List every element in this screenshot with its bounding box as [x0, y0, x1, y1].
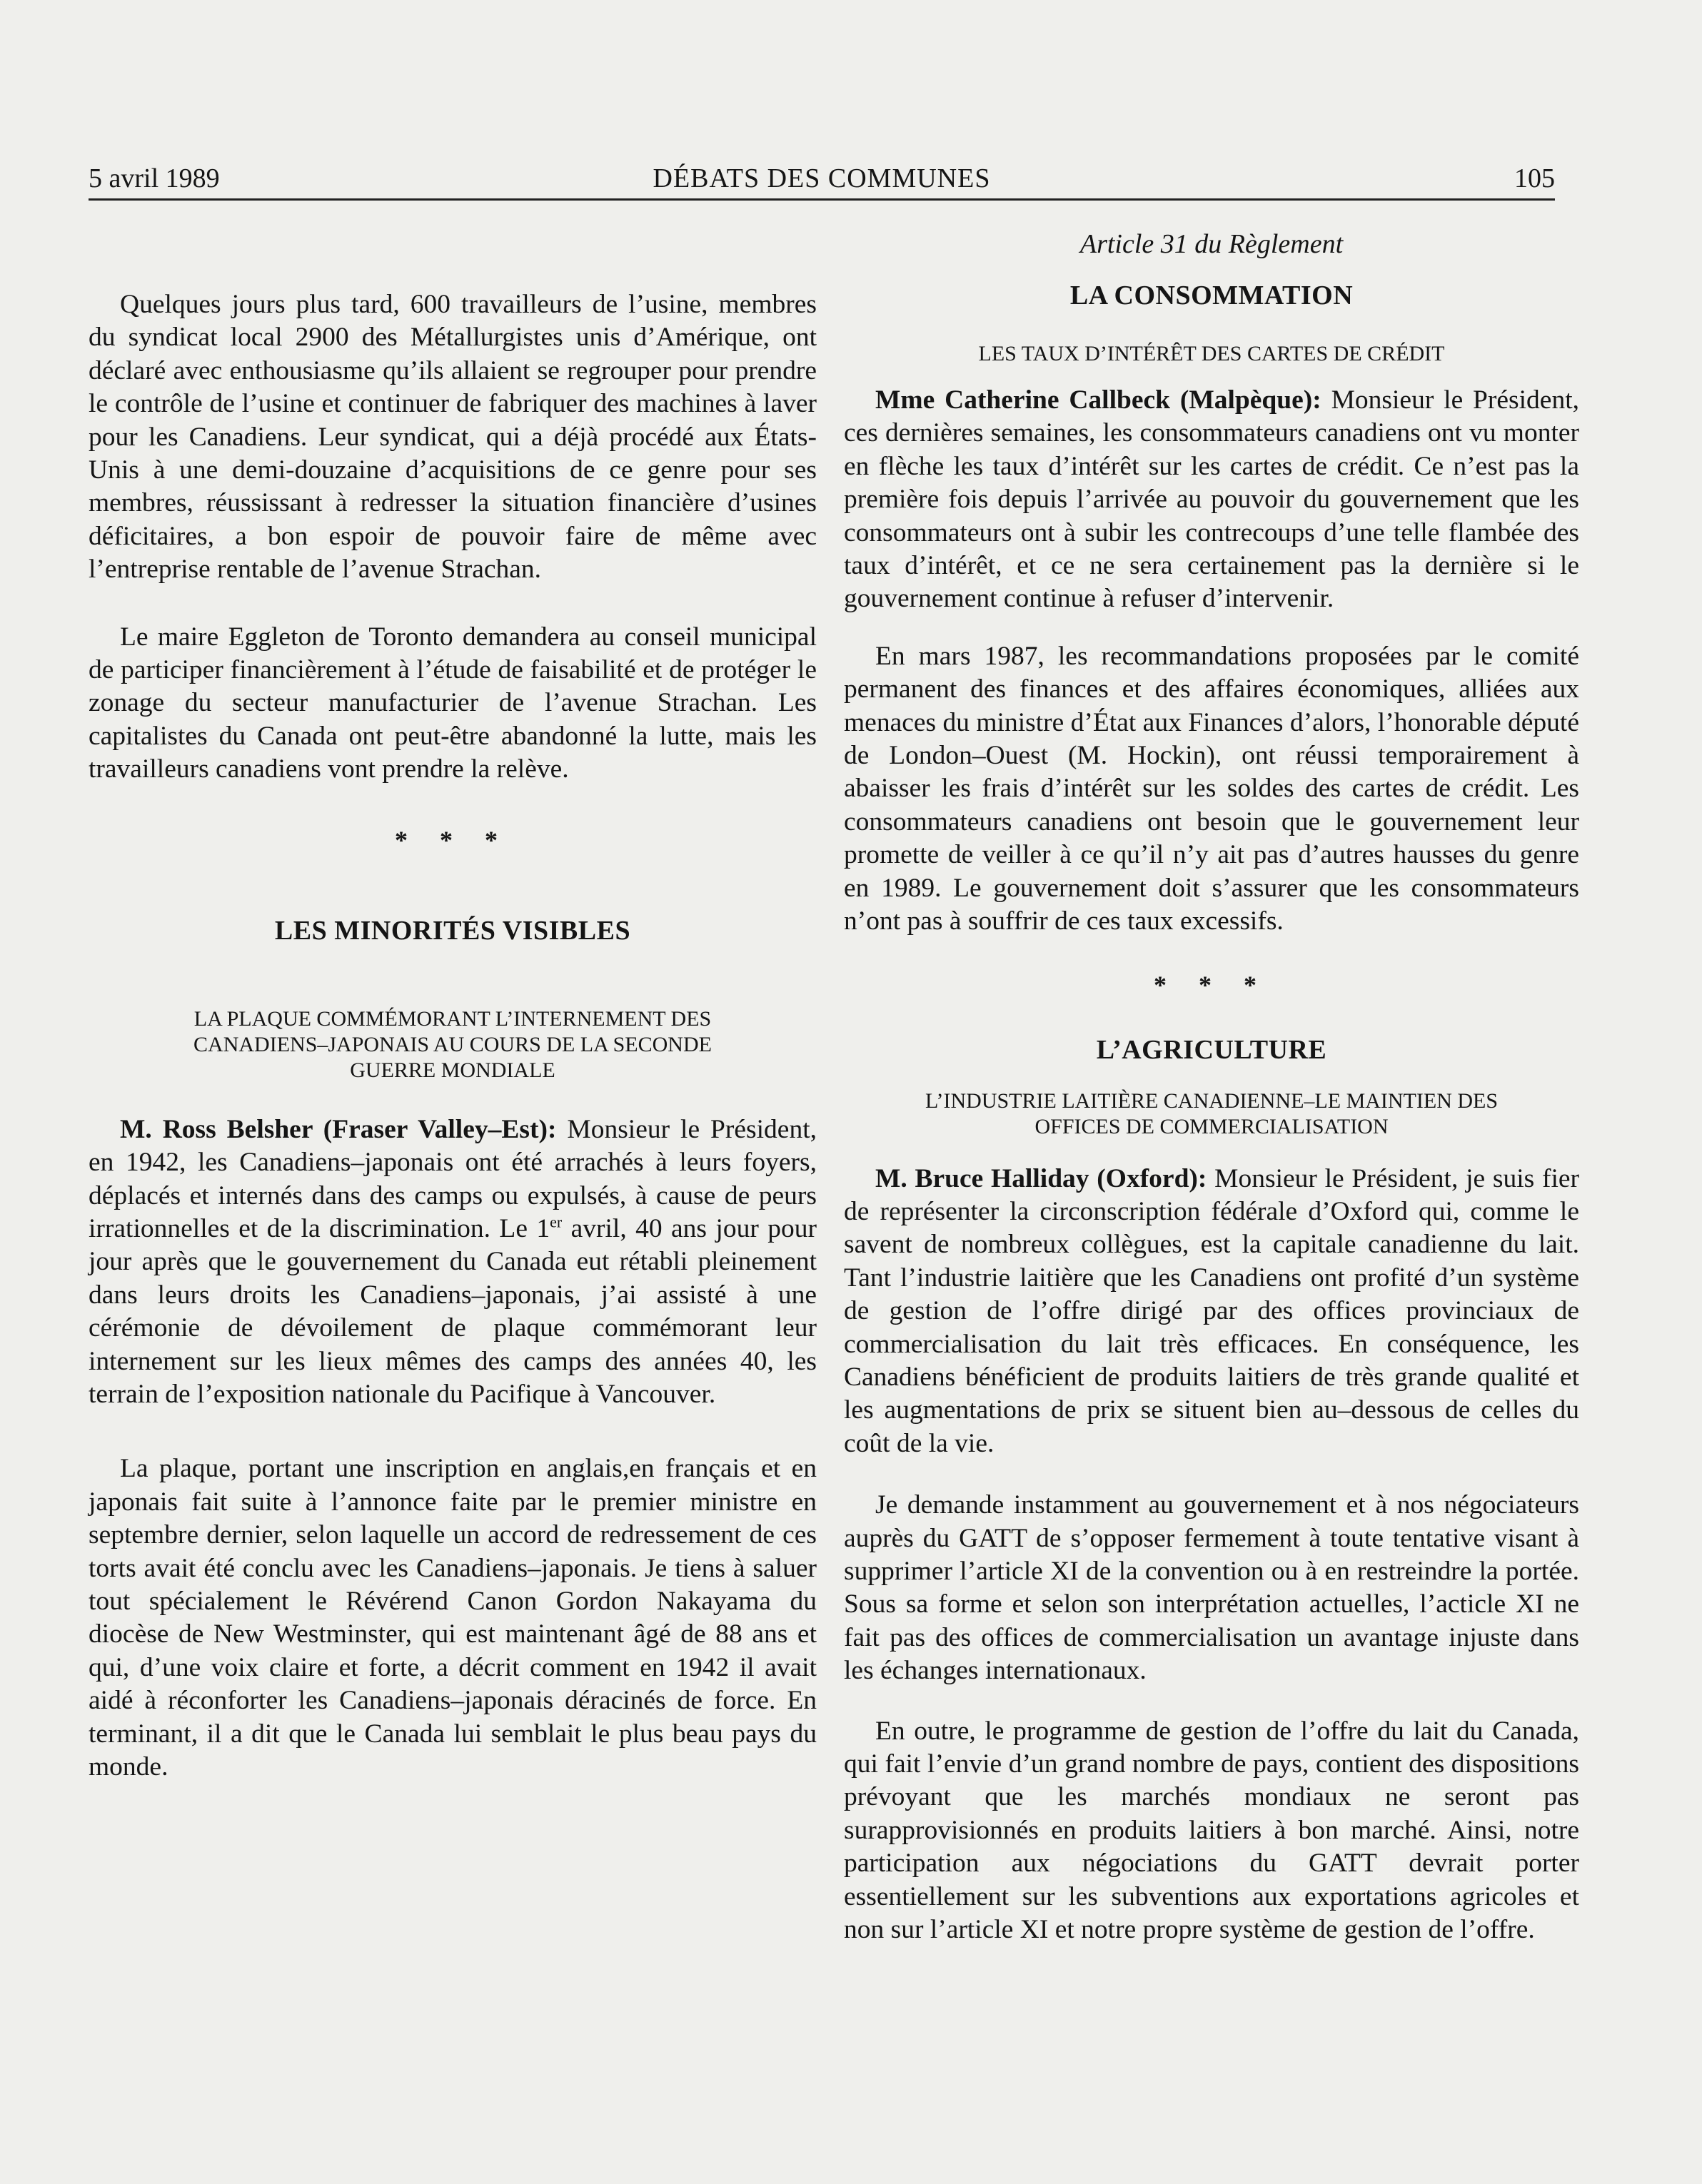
section-subheading — [89, 1006, 817, 1083]
subheading-line: CANADIENS–JAPONAIS AU COURS DE LA SECONDE — [193, 1032, 712, 1056]
subheading-line: LA PLAQUE COMMÉMORANT L’INTERNEMENT DES — [193, 1006, 712, 1031]
ordinal-suffix: er — [550, 1213, 563, 1231]
speech-text: avril, 40 ans jour pour jour après que le gouvernement du Canada eut rétabli pleinement dans leurs droits les Canadiens–japonais, j’ai assisté à une cérémonie de dévoilement de plaque commémorant leur internement sur les lieux mêmes des camps des années 40, les terrain de l’exposition nationale du Pacifique à Vancouver. — [89, 1213, 817, 1409]
paragraph: En mars 1987, les recommandations proposées par le comité permanent des finances et des affaires économiques, alliées aux menaces du ministre d’État aux Finances d’alors, l’honorable député de London–Ouest (M. Hockin), ont réussi temporairement à abaisser les frais d’intérêt sur les soldes des cartes de crédit. Les consommateurs canadiens ont besoin que le gouvernement leur promette de veiller à ce qu’il n’y ait pas d’autres hausses du genre en 1989. Le gouvernement doit s’assurer que les consommateurs n’ont pas à souffrir de ces taux excessifs. — [844, 641, 1579, 936]
speech-paragraph — [844, 384, 1579, 616]
header-title: DÉBATS DES COMMUNES — [653, 163, 991, 193]
paragraph: Je demande instamment au gouvernement et à nos négociateurs auprès du GATT de s’opposer fermement à toute tentative visant à supprimer l’article XI de la convention ou à en restreindre la portée. Sous sa forme et selon son interprétation actuelles, l’acticle XI ne fait pas des offices de commercialisation un avantage injuste dans les échanges internationaux. — [844, 1490, 1579, 1686]
page-header — [89, 158, 1555, 201]
paragraph: Le maire Eggleton de Toronto demandera au conseil municipal de participer financièrement à l’étude de faisabilité et de protéger le zonage du secteur manufacturier de l’avenue Strachan. Les capitalistes du Canada ont peut-être abandonné la lutte, mais les travailleurs canadiens vont prendre la relève. — [89, 622, 817, 784]
speech-text: Monsieur le Président, je suis fier de représenter la circonscription fédérale d’Oxford qui, comme le savent de nombreux collègues, est la capitale canadienne du lait. Tant l’industrie laitière que les Canadiens ont profité d’un système de gestion de l’offre dirigé par des offices provinciaux de commercialisation du lait très efficaces. En conséquence, les Canadiens bénéficient de produits laitiers de très grande qualité et les augmentations de prix se situent bien au–dessous de celles du coût de la vie. — [844, 1163, 1579, 1458]
speech-paragraph — [844, 1163, 1579, 1461]
subheading-line: GUERRE MONDIALE — [350, 1058, 555, 1082]
section-subheading: LES TAUX D’INTÉRÊT DES CARTES DE CRÉDIT — [978, 342, 1445, 365]
paragraph: Quelques jours plus tard, 600 travailleurs de l’usine, membres du syndicat local 2900 des Métallurgistes unis d’Amérique, ont déclaré avec enthousiasme qu’ils allaient se regrouper pour prendre le contrôle de l’usine et continuer de fabriquer des machines à laver pour les Canadiens. Leur syndicat, qui a déjà procédé aux États-Unis à une demi-douzaine d’acquisitions de ce genre pour ses membres, réussissant à redresser la situation financière d’usines déficitaires, a bon espoir de pouvoir faire de même avec l’entreprise rentable de l’avenue Strachan. — [89, 290, 817, 585]
section-separator: * * * — [395, 825, 510, 854]
speaker-name: M. Ross Belsher (Fraser Valley–Est): — [120, 1114, 557, 1144]
speech-paragraph — [89, 1113, 817, 1412]
left-column — [89, 228, 817, 1784]
section-subheading — [844, 1088, 1579, 1140]
subheading-line: L’INDUSTRIE LAITIÈRE CANADIENNE–LE MAINTIEN DES — [925, 1088, 1499, 1113]
header-page-number: 105 — [1514, 163, 1555, 193]
section-separator: * * * — [1154, 970, 1269, 999]
paragraph: La plaque, portant une inscription en anglais,en français et en japonais fait suite à l’annonce faite par le premier ministre en septembre dernier, selon laquelle un accord de redressement de ces torts avait été conclu avec les Canadiens–japonais. Je tiens à saluer tout spécialement le Révérend Canon Gordon Nakayama du diocèse de New Westminster, qui est maintenant âgé de 88 ans et qui, d’une voix claire et forte, a décrit comment en 1942 il avait aidé à réconforter les Canadiens–japonais déracinés de force. En terminant, il a dit que le Canada lui semblait le plus beau pays du monde. — [89, 1454, 817, 1781]
header-date: 5 avril 1989 — [89, 163, 220, 193]
section-heading: LES MINORITÉS VISIBLES — [274, 915, 631, 946]
section-heading: LA CONSOMMATION — [1069, 280, 1354, 310]
right-column — [844, 228, 1579, 1946]
paragraph: En outre, le programme de gestion de l’offre du lait du Canada, qui fait l’envie d’un grand nombre de pays, contient des dispositions prévoyant que les marchés mondiaux ne seront pas surapprovisionnés en produits laitiers à bon marché. Ainsi, notre participation aux négociations du GATT devrait porter essentiellement sur les subventions aux exportations agricoles et non sur l’article XI et notre propre système de gestion de l’offre. — [844, 1716, 1579, 1945]
speech-text: Monsieur le Président, ces dernières semaines, les consommateurs canadiens ont vu monter en flèche les taux d’intérêt sur les cartes de crédit. Ce n’est pas la première fois depuis l’arrivée au pouvoir du gouvernement que les consommateurs ont à subir les contrecoups d’une telle flambée des taux d’intérêt, et ce ne sera certainement pas la dernière si le gouvernement continue à refuser d’intervenir. — [844, 385, 1579, 614]
speaker-name: M. Bruce Halliday (Oxford): — [875, 1163, 1207, 1193]
speaker-name: Mme Catherine Callbeck (Malpèque): — [875, 385, 1321, 415]
section-heading: L’AGRICULTURE — [1096, 1034, 1327, 1065]
article-label: Article 31 du Règlement — [1079, 229, 1344, 259]
subheading-line: OFFICES DE COMMERCIALISATION — [1034, 1114, 1389, 1138]
speech-text: Monsieur le Président, en 1942, les Canadiens–japonais ont été arrachés à leurs foyers, déplacés et internés dans des camps ou expulsés, à cause de peurs irrationnelles et de la discrimination. Le 1 — [89, 1114, 817, 1243]
